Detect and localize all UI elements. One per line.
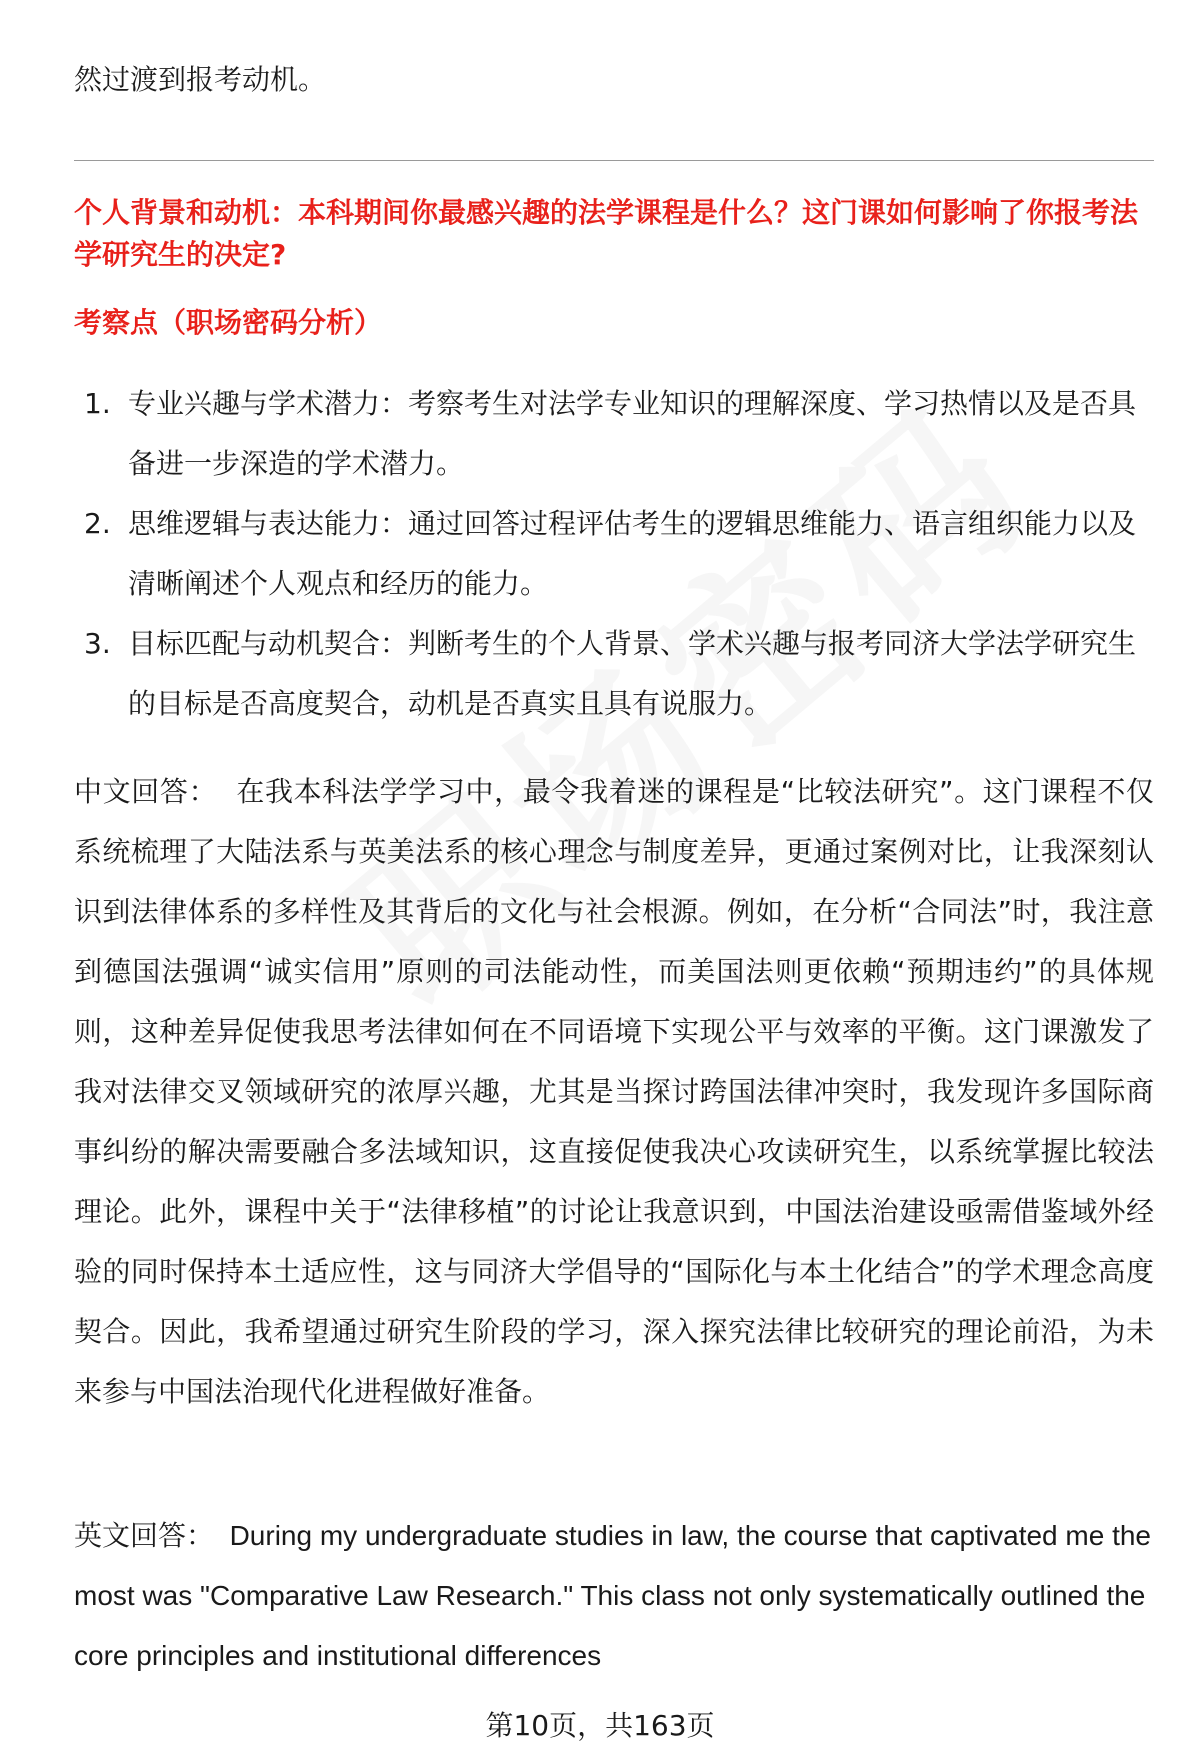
points-list: [74, 374, 1154, 734]
list-item-number: 1.: [84, 387, 111, 420]
section-title: 考察点（职场密码分析）: [74, 306, 383, 339]
list-item-number: 2.: [84, 507, 111, 540]
list-item-text: 思维逻辑与表达能力：通过回答过程评估考生的逻辑思维能力、语言组织能力以及清晰阐述个人观点和经历的能力。: [128, 507, 1137, 600]
chinese-answer-label: 中文回答：: [74, 775, 218, 808]
divider: [74, 160, 1154, 161]
chinese-answer-text: 在我本科法学学习中，最令我着迷的课程是“比较法研究”。这门课程不仅系统梳理了大陆法系与英美法系的核心理念与制度差异，更通过案例对比，让我深刻认识到法律体系的多样性及其背后的文化与社会根源。例如，在分析“合同法”时，我注意到德国法强调“诚实信用”原则的司法能动性，而美国法则更依赖“预期违约”的具体规则，这种差异促使我思考法律如何在不同语境下实现公平与效率的平衡。这门课激发了我对法律交叉领域研究的浓厚兴趣，尤其是当探讨跨国法律冲突时，我发现许多国际商事纠纷的解决需要融合多法域知识，这直接促使我决心攻读研究生，以系统掌握比较法理论。此外，课程中关于“法律移植”的讨论让我意识到，中国法治建设亟需借鉴域外经验的同时保持本土适应性，这与同济大学倡导的“国际化与本土化结合”的学术理念高度契合。因此，我希望通过研究生阶段的学习，深入探究法律比较研究的理论前沿，为未来参与中国法治现代化进程做好准备。: [74, 775, 1154, 1408]
english-answer-label: 英文回答：: [74, 1519, 215, 1552]
list-item-number: 3.: [84, 627, 111, 660]
page-number-footer: 第10页，共163页: [485, 1709, 715, 1742]
list-item-text: 专业兴趣与学术潜力：考察考生对法学专业知识的理解深度、学习热情以及是否具备进一步深造的学术潜力。: [128, 387, 1137, 480]
list-item: [74, 614, 1154, 734]
english-answer: [74, 1506, 1154, 1686]
question-heading: 个人背景和动机：本科期间你最感兴趣的法学课程是什么？这门课如何影响了你报考法学研究生的决定?: [74, 196, 1139, 271]
english-answer-text: During my undergraduate studies in law, the course that captivated me the most was "Comparative Law Research." This class not only systematically outlined the core principles and institutional differences: [74, 1520, 1151, 1671]
list-item: [74, 494, 1154, 614]
chinese-answer: [74, 762, 1154, 1422]
list-item: [74, 374, 1154, 494]
list-item-text: 目标匹配与动机契合：判断考生的个人背景、学术兴趣与报考同济大学法学研究生的目标是否高度契合，动机是否真实且具有说服力。: [128, 627, 1137, 720]
intro-line: 然过渡到报考动机。: [74, 63, 327, 96]
